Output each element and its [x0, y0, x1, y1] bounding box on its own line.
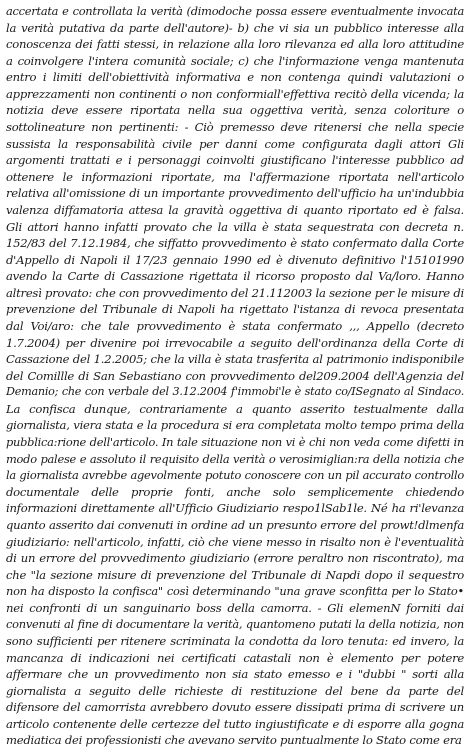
text-line: nei confronti di un sanguinario boss della camorra. - Gli elemenN forniti dai: [6, 600, 464, 615]
text-line: avendo la Carte di Cassazione rigettata il ricorso proposto dal Va/loro. Hanno: [6, 269, 464, 284]
text-line: la giornalista avrebbe agevolmente potuto conoscere con un pil accurato controllo: [6, 468, 464, 483]
text-line: Demanio; che con verbale del 3.12.2004 f'immobi'le è stato co/ISegnato al Sindaco.: [6, 385, 464, 399]
text-line: sussista la responsabilità civile per danni come configurata dagli attori Gli: [6, 136, 464, 151]
text-line: altresì provato: che con provvedimento del 21.112003 la sezione per le misure di: [6, 285, 464, 300]
text-line: del Comillle di San Sebastiano con provvedimento del209.2004 dell'Agenzia del: [6, 368, 464, 383]
text-line: giornalista, viera stata e la procedura si era completata molto tempo prima della: [6, 418, 464, 433]
text-line: articolo contenente delle certezze del tutto ingiustificate e di esporre alla gogna: [6, 716, 464, 731]
text-line: non ha disposto la confisca" così determinando "una grave sconfitta per lo Stato•: [6, 584, 464, 599]
text-line: di un errore del provvedimento giudiziario (errore peraltro non riscontrato), ma: [6, 551, 464, 566]
text-line: valenza diffamatoria attesa la gravità oggettiva di quanto riportato ed è falsa.: [6, 202, 464, 217]
text-line: Gli attori hanno infatti provato che la villa è stata sequestrata con decreta n.: [6, 219, 464, 234]
text-line: Cassazione del 1.2.2005; che la villa è stata trasferita al patrimonio indisponibile: [6, 352, 464, 367]
text-line: notizia deve essere riportata nella sua oggettiva verità, senza coloriture o: [6, 103, 464, 118]
text-line: pubblica:rione dell'articolo. In tale situazione non vi è chi non veda come difetti in: [6, 435, 464, 450]
text-line: ottenere le informazioni riportate, ma l'affermazione riportata nell'articolo: [6, 169, 464, 184]
text-line: mancanza di indicazioni nei certificati catastali non è elemento per potere: [6, 650, 464, 665]
text-line: quanto asserito dai convenuti in ordine ad un presunto errore del prowt!dlmenfa: [6, 517, 464, 532]
text-line: conoscenza dei fatti stessi, in relazione alla loro rilevanza ed alla loro attitudine: [6, 37, 464, 52]
text-line: entro i limiti dell'obiettività informativa e non contenga quindi valutazioni o: [6, 70, 464, 85]
text-line: prevenzione del Tribunale di Napoli ha rigettato l'istanza di revoca presentata: [6, 302, 464, 317]
text-line: affermare che un provvedimento non sia stato emesso e i "dubbi " sorti alla: [6, 667, 464, 682]
text-line: sono sufficienti per ritenere scriminata la condotta da loro tenuta: ed invero, la: [6, 633, 464, 648]
text-line: convenuti al fine di documentare la verità, quantomeno putati la della notizia, non: [6, 617, 464, 632]
text-line: che "la sezione misure di prevenzione del Tribunale di Napdi dopo il sequestro: [6, 567, 464, 582]
text-line: 1.7.2004) per divenire poi irrevocabile a seguito dell'ordinanza della Corte di: [6, 335, 464, 350]
text-line: accertata e controllata la verità (dimodoche possa essere eventualmente invocata: [6, 4, 464, 18]
text-line: 152/83 del 7.12.1984, che siffatto provvedimento è stato confermato dalla Corte: [6, 236, 464, 251]
text-line: giudiziario: nell'articolo, infatti, ciò che viene messo in risalto non è l'eventualità: [6, 534, 464, 549]
text-line: difensore del camorrista avrebbero dovuto essere dissipati prima di scrivere un: [6, 700, 464, 715]
text-line: informazioni direttamente all'Ufficio Giudiziario respo1lSab1le. Né ha ri'levanza: [6, 501, 464, 516]
text-line: d'Appello di Napoli il 17/23 gennaio 1990 ed è divenuto definitivo l'15101990: [6, 252, 464, 267]
text-line: La confisca dunque, contrariamente a quanto asserito testualmente dalla: [6, 401, 464, 416]
text-line: documentale delle proprie fonti, anche solo semplicemente chiedendo: [6, 484, 464, 499]
text-line: sottolineature non pertinenti: - Ciò premesso deve ritenersi che nella specie: [6, 120, 464, 135]
text-line: la verità putativa da parte dell'autore)- b) che vi sia un pubblico interesse alla: [6, 20, 464, 35]
text-line: a coinvolgere l'intera comunità sociale; c) che l'informazione venga mantenuta: [6, 53, 464, 68]
text-line: mediatica dei professionisti che avevano servito puntualmente lo Stato come era: [6, 733, 462, 748]
text-line: giornalista a seguito delle richieste di restituzione del bene da parte del: [6, 683, 464, 698]
text-line: modo palese e assoluto il requisito della verità o verosimiglian:ra della notizia che: [6, 451, 464, 466]
text-line: dal Voi/aro: che tale provvedimento è stata confermato ,,, Appello (decreto: [6, 318, 464, 333]
text-line: argomenti trattati e i personaggi coinvolti giustificano l'interesse pubblico ad: [6, 153, 464, 168]
text-line: apprezzamenti non continenti o non conformiall'effettiva recitò della vicenda; la: [6, 86, 464, 101]
text-line: relativa all'omissione di un importante provvedimento dell'ufficio ha un'indubbia: [6, 186, 464, 201]
